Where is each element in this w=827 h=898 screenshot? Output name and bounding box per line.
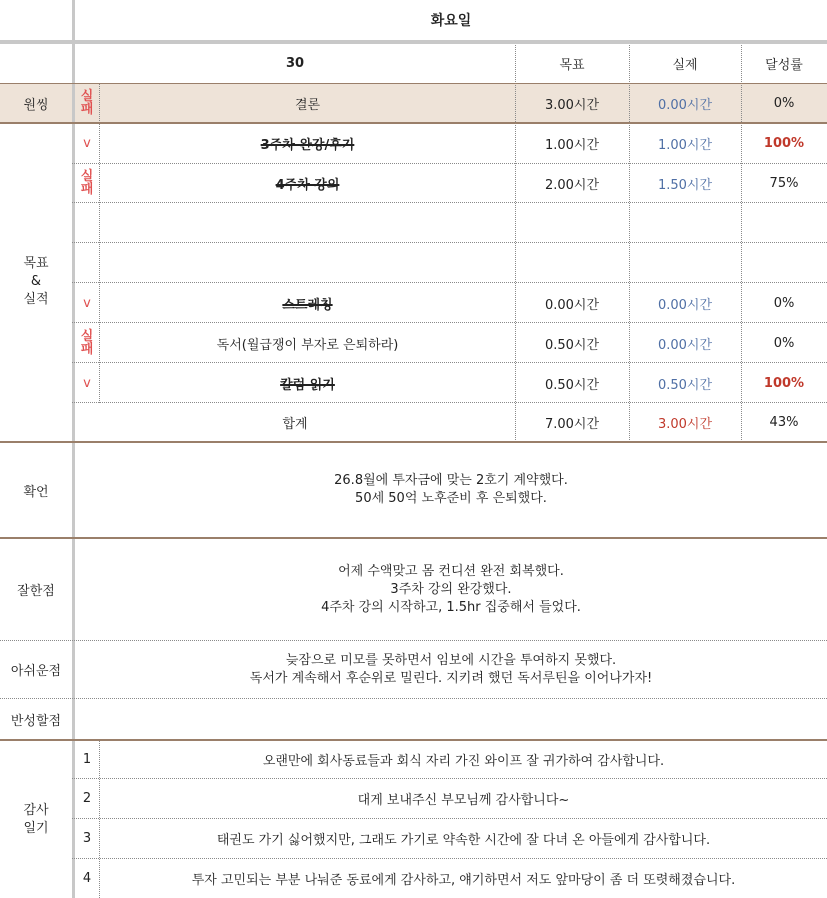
- affirmation-line: 26.8월에 투자금에 맞는 2호기 계약했다.: [334, 473, 568, 488]
- good-line: 4주차 강의 시작하고, 1.5hr 집중해서 들었다.: [321, 599, 581, 615]
- good-line: 어제 수액맞고 몸 컨디션 완전 회복했다.: [338, 563, 564, 579]
- task-actual: 0.00시간: [657, 297, 713, 313]
- total-label: 합계: [282, 416, 308, 432]
- task-actual: 0.50시간: [657, 377, 713, 393]
- task-goal: 0.50시간: [544, 377, 600, 393]
- task-row: 칼럼 읽기: [280, 377, 335, 393]
- good-line: 3주차 강의 완강했다.: [390, 581, 512, 597]
- fail-mark: [75, 163, 99, 203]
- gratitude-item: 대게 보내주신 부모님께 감사합니다~: [357, 793, 570, 808]
- task-goal: 2.00시간: [544, 177, 600, 193]
- good-text: [75, 539, 827, 640]
- total-goal: 7.00시간: [544, 416, 600, 432]
- gratitude-item: 투자 고민되는 부분 나눠준 동료에게 감사하고, 얘기하면서 저도 앞마당이 좀 더 또렷해졌습니다.: [191, 873, 736, 888]
- total-rate: 43%: [769, 414, 799, 430]
- day-title: 화요일: [430, 13, 472, 29]
- fail-mark-char: 패: [80, 182, 94, 197]
- gratitude-number: 4: [82, 871, 92, 886]
- section-label-line: 일기: [23, 820, 49, 836]
- affirmation-text: [75, 443, 827, 537]
- done-check-mark: v: [83, 375, 91, 391]
- section-label-line: 목표: [23, 256, 49, 271]
- header-actual: 실제: [672, 58, 698, 73]
- fail-mark-char: 패: [80, 102, 94, 117]
- warmup-actual: 0.00시간: [657, 97, 713, 113]
- gratitude-item: 태권도 가기 싫어했지만, 그래도 가기로 약속한 시간에 잘 다녀 온 아들에게 감사합니다.: [216, 833, 711, 848]
- gratitude-number: 3: [82, 831, 92, 846]
- section-label-line: &: [30, 274, 42, 289]
- task-rate: 75%: [769, 175, 799, 191]
- header-number: 30: [285, 56, 305, 71]
- task-actual: 1.50시간: [657, 177, 713, 193]
- task-row: 4주차 강의: [275, 177, 340, 193]
- regret-text: [75, 641, 827, 698]
- total-actual: 3.00시간: [657, 416, 713, 432]
- task-rate: 100%: [763, 135, 805, 151]
- goals-section-label: [0, 123, 72, 441]
- regret-divider: [0, 698, 827, 699]
- warmup-section-label: 원씽: [23, 97, 49, 113]
- warmup-task: 결론: [294, 97, 321, 113]
- regret-line: 늦잠으로 미모를 못하면서 임보에 시간을 투여하지 못했다.: [285, 652, 617, 668]
- done-check-mark: v: [83, 295, 91, 311]
- gratitude-number: 1: [82, 752, 92, 767]
- regret-line: 독서가 계속해서 후순위로 밀린다. 지키려 했던 독서루틴을 이어나가자!: [249, 670, 653, 686]
- regret-section-label: 아쉬운점: [10, 664, 62, 679]
- task-row: 스트레칭: [282, 297, 333, 313]
- task-row: 3주차 완강/후기: [260, 137, 355, 153]
- task-goal: 0.00시간: [544, 297, 600, 313]
- header-goal: 목표: [559, 58, 585, 73]
- task-actual: 0.00시간: [657, 337, 713, 353]
- section-label-line: 감사: [23, 802, 49, 818]
- fail-mark-char: 실: [80, 329, 94, 344]
- gratitude-item: 오랜만에 회사동료들과 회식 자리 가진 와이프 잘 귀가하여 감사합니다.: [262, 754, 665, 769]
- task-goal: 1.00시간: [544, 137, 600, 153]
- reflect-section-label: 반성할점: [10, 713, 62, 729]
- fail-mark-char: 실: [80, 169, 94, 184]
- warmup-goal: 3.00시간: [544, 97, 600, 113]
- fail-mark-char: 실: [80, 89, 94, 104]
- fail-mark: [75, 323, 99, 363]
- gratitude-number: 2: [82, 791, 92, 806]
- good-section-label: 잘한점: [17, 584, 55, 599]
- task-rate: 0%: [773, 295, 795, 311]
- done-check-mark: v: [83, 135, 91, 151]
- row-divider: [72, 242, 827, 243]
- fail-mark-char: 패: [80, 342, 94, 357]
- task-rate: 0%: [773, 335, 795, 351]
- task-actual: 1.00시간: [657, 137, 713, 153]
- affirmation-line: 50세 50억 노후준비 후 은퇴했다.: [355, 491, 547, 506]
- gratitude-section-label: [0, 741, 72, 898]
- warmup-fail-mark: [75, 83, 99, 123]
- section-label-line: 실적: [23, 292, 49, 307]
- task-row: 독서(월급쟁이 부자로 은퇴하라): [216, 337, 399, 353]
- task-rate: 100%: [763, 375, 805, 391]
- task-goal: 0.50시간: [544, 337, 600, 353]
- affirmation-section-label: 확언: [23, 484, 49, 500]
- warmup-rate: 0%: [773, 95, 795, 111]
- header-rate: 달성률: [765, 58, 803, 73]
